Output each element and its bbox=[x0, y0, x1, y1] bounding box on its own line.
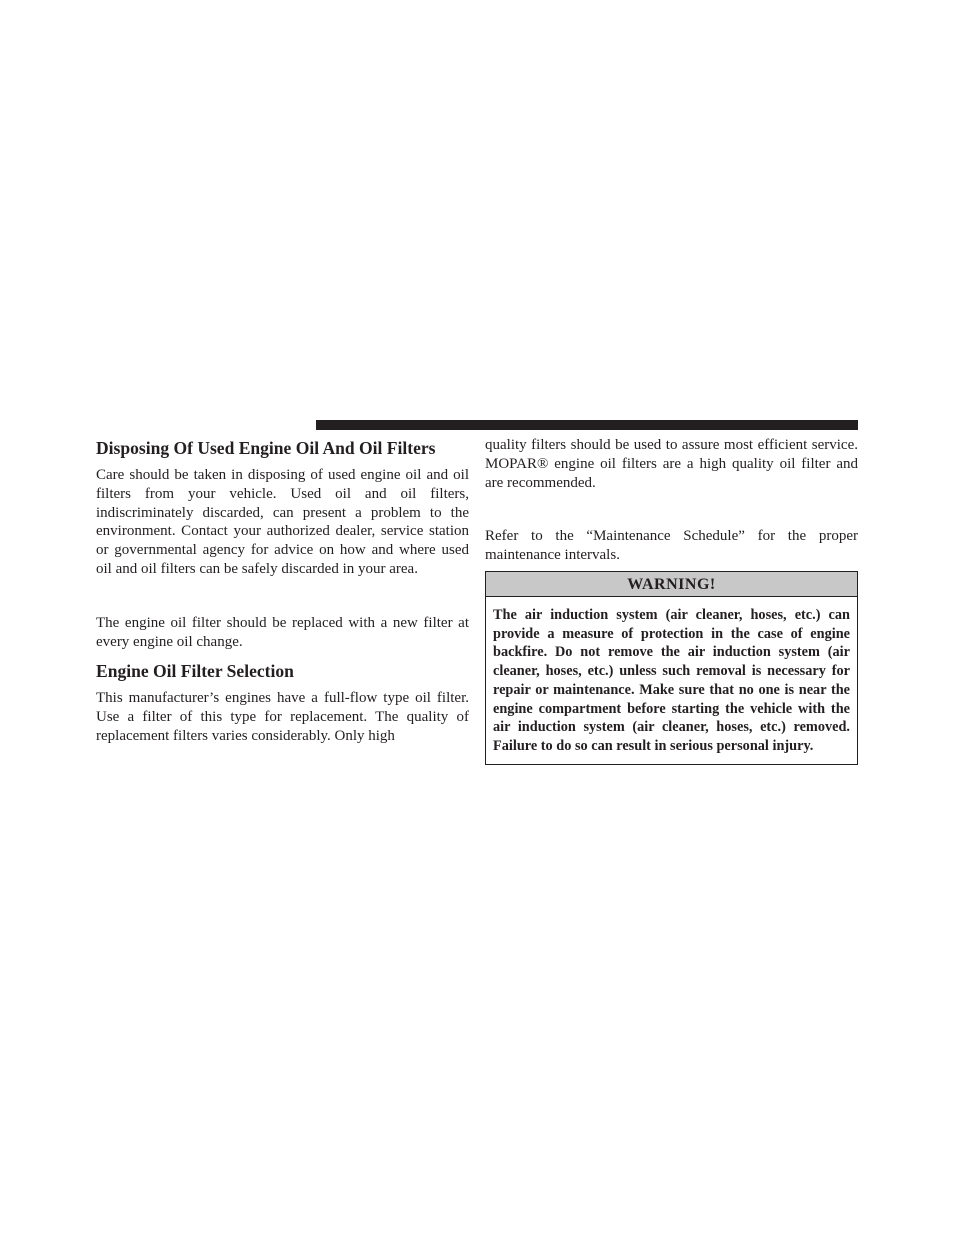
paragraph-oil-filter-selection-continued: quality filters should be used to assure most efficient service. MOPAR® engine oil filters are a high quality oil filter and are recommended. bbox=[485, 437, 858, 491]
paragraph-disposing-oil: Care should be taken in disposing of used engine oil and oil filters from your vehicle. Used oil and oil filters, indiscriminately discarded, can present a problem to the environment. Contact your authorized dealer, service station or governmental agency for advice on how and where used oil and oil filters can be safely discarded in your area. bbox=[96, 467, 469, 577]
warning-title: WARNING! bbox=[486, 572, 857, 597]
paragraph-oil-filter-change: The engine oil filter should be replaced with a new filter at every engine oil change. bbox=[96, 614, 469, 650]
right-column bbox=[485, 436, 858, 765]
heading-oil-filter-selection: Engine Oil Filter Selection bbox=[96, 661, 294, 682]
paragraph-oil-filter-selection: This manufacturer’s engines have a full-flow type oil filter. Use a filter of this type for replacement. The quality of replacement filters varies considerably. Only high bbox=[96, 690, 469, 744]
warning-body: The air induction system (air cleaner, hoses, etc.) can provide a measure of protection in the case of engine backfire. Do not remove the air induction system (air cleaner, hoses, etc.) unless such removal is necessary for repair or maintenance. Make sure that no one is near the engine compartment before starting the vehicle with the air induction system (air cleaner, hoses, etc.) removed. Failure to do so can result in serious personal injury. bbox=[493, 606, 850, 754]
heading-disposing-oil: Disposing Of Used Engine Oil And Oil Filters bbox=[96, 438, 436, 458]
section-header-bar bbox=[316, 420, 858, 430]
warning-box bbox=[485, 571, 858, 765]
paragraph-maintenance-schedule: Refer to the “Maintenance Schedule” for the proper maintenance intervals. bbox=[485, 528, 858, 564]
left-column bbox=[96, 436, 469, 746]
